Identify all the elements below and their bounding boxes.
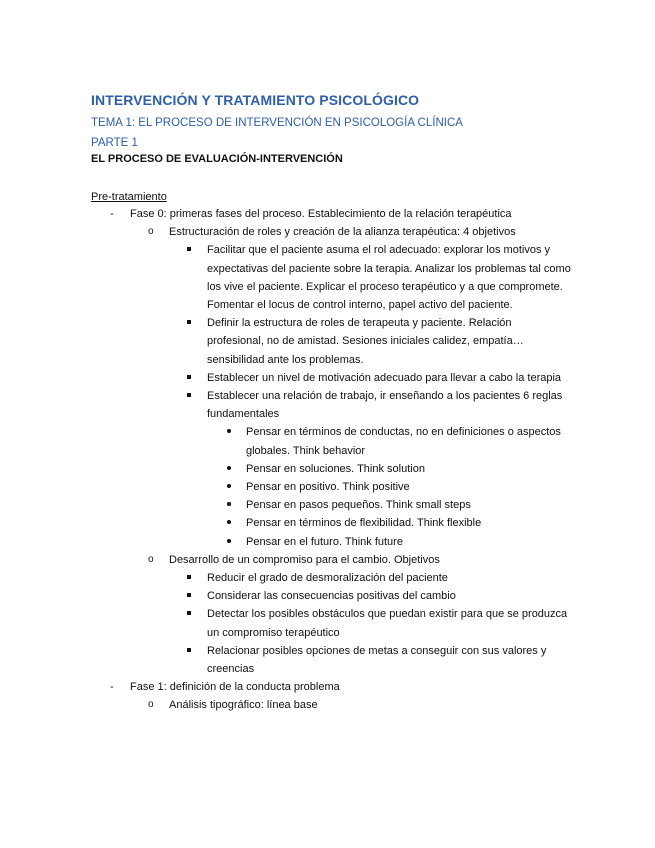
list-item-text: Definir la estructura de roles de terapeuta y paciente. Relación profesional, no de amistad. Sesiones iniciales calidez, empatía…sensibilidad ante los problemas.: [207, 317, 524, 366]
list-item-objective: [91, 587, 571, 605]
circle-bullet: o: [148, 699, 154, 711]
chapter-title: TEMA 1: EL PROCESO DE INTERVENCIÓN EN PSICOLOGÍA CLÍNICA: [91, 117, 463, 129]
list-item-rule: [91, 533, 571, 551]
list-item-text: Establecer una relación de trabajo, ir enseñando a los pacientes 6 reglas fundamentales: [207, 390, 563, 421]
list-item-objective: [91, 605, 571, 641]
list-item-text: Establecer un nivel de motivación adecuado para llevar a cabo la terapia: [207, 371, 562, 384]
dot-bullet-icon: [227, 484, 231, 488]
square-bullet-icon: [187, 648, 191, 652]
section-heading: EL PROCESO DE EVALUACIÓN-INTERVENCIÓN: [91, 153, 343, 165]
circle-bullet: o: [148, 553, 154, 565]
dot-bullet-icon: [227, 539, 231, 543]
square-bullet-icon: [187, 375, 191, 379]
list-item-objective: [91, 241, 571, 314]
list-item-text: Relacionar posibles opciones de metas a conseguir con sus valores y creencias: [207, 644, 547, 676]
square-bullet-icon: [187, 320, 191, 324]
list-item-text: Pensar en términos de flexibilidad. Think flexible: [246, 517, 482, 530]
list-item-analisis: [91, 696, 571, 714]
list-item-text: Pensar en soluciones. Think solution: [246, 462, 425, 475]
square-bullet-icon: [187, 575, 191, 579]
list-item-text: Pensar en términos de conductas, no en definiciones o aspectos globales. Think behavior: [246, 426, 561, 457]
square-bullet-icon: [187, 247, 191, 251]
list-item-text: Detectar los posibles obstáculos que puedan existir para que se produzca un compromiso terapéutico: [207, 608, 568, 639]
list-item-roles: [91, 223, 571, 241]
dot-bullet-icon: [227, 466, 231, 470]
dot-bullet-icon: [227, 502, 231, 506]
outline-list: [91, 205, 571, 715]
list-item-objective: [91, 642, 571, 678]
list-item-text: Reducir el grado de desmoralización del paciente: [207, 572, 448, 585]
list-item-text: Pensar en positivo. Think positive: [246, 481, 410, 494]
square-bullet-icon: [187, 611, 191, 615]
list-item-text: Facilitar que el paciente asuma el rol adecuado: explorar los motivos y expectativas del paciente sobre la terapia. Analizar los problemas tal como los vive el paciente. Explicar el proceso terapéutico y a que compromete. Fomentar el locus de control interno, papel activo del paciente.: [207, 244, 571, 312]
list-item-text: Pensar en el futuro. Think future: [246, 535, 403, 548]
square-bullet-icon: [187, 593, 191, 597]
list-item-objective: [91, 387, 571, 423]
dash-bullet: -: [110, 208, 114, 220]
square-bullet-icon: [187, 393, 191, 397]
part-title: PARTE 1: [91, 137, 138, 149]
list-item-fase1: [91, 678, 571, 696]
dash-bullet: -: [110, 681, 114, 694]
list-item-rule: [91, 514, 571, 532]
list-item-rule: [91, 496, 571, 514]
list-item-text: Fase 1: definición de la conducta problema: [130, 681, 340, 694]
document-title: INTERVENCIÓN Y TRATAMIENTO PSICOLÓGICO: [91, 92, 420, 108]
list-item-rule: [91, 478, 571, 496]
list-item-text: Estructuración de roles y creación de la alianza terapéutica: 4 objetivos: [169, 226, 516, 239]
list-item-text: Análisis tipográfico: línea base: [169, 699, 318, 712]
list-item-objective: [91, 314, 571, 369]
dot-bullet-icon: [227, 429, 231, 433]
document-content: [91, 90, 571, 715]
list-item-objective: [91, 569, 571, 587]
list-item-text: Desarrollo de un compromiso para el cambio. Objetivos: [169, 553, 440, 566]
list-item-text: Pensar en pasos pequeños. Think small steps: [246, 499, 471, 512]
circle-bullet: o: [148, 226, 154, 238]
subsection-heading: Pre-tratamiento: [91, 191, 167, 203]
list-item-rule: [91, 460, 571, 478]
dot-bullet-icon: [227, 520, 231, 524]
list-item-text: Fase 0: primeras fases del proceso. Establecimiento de la relación terapéutica: [130, 208, 512, 220]
list-item-fase0: [91, 205, 571, 223]
list-item-rule: [91, 423, 571, 459]
list-item-objective: [91, 369, 571, 387]
list-item-text: Considerar las consecuencias positivas del cambio: [207, 590, 456, 603]
list-item-compromiso: [91, 551, 571, 569]
